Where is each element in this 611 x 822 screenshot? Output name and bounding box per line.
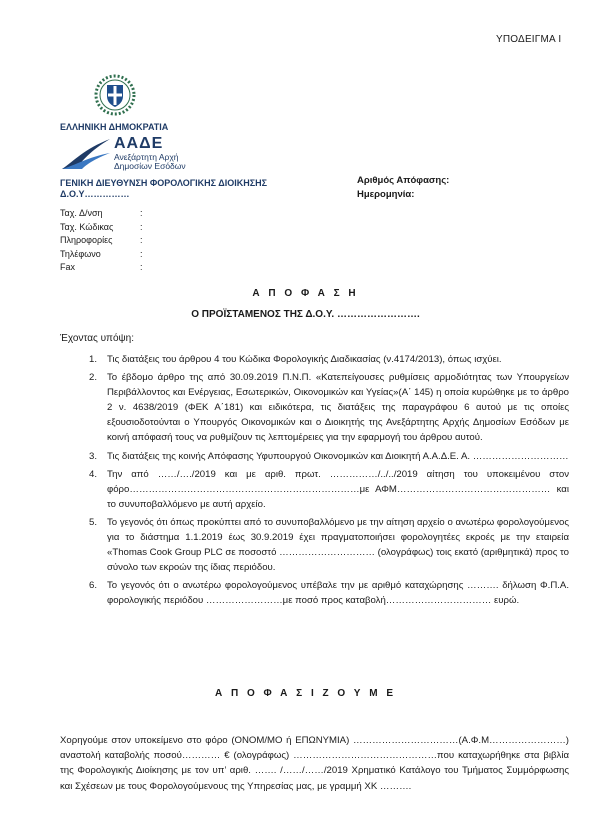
list-item: 5. Το γεγονός ότι όπως προκύπτει από το συνυποβαλλόμενο με την αίτηση αρχείο ο ανωτέρω φορολογούμενος για το διάστημα 1.1.2019 έως 30.9.2019 έχει πραγματοποιήσει φορολογητέες εκροές με την εταιρεία «Thomas Cook Group PLC σε ποσοστό ………………………… (ολογράφως) τοις εκατό (αριθμητικά) προς το σύνολο των εκροών της ίδιας περιόδου. [89,516,569,574]
decision-title: Α Π Ο Φ Α Σ Η [252,288,359,299]
we-decide-title: Α Π Ο Φ Α Σ Ι Ζ Ο Υ Μ Ε [215,688,396,699]
list-item: 3. Τις διατάξεις της κοινής Απόφασης Υφυπουργού Οικονομικών και Διοικητή Α.Α.Δ.Ε. Α. ………………………… [89,450,569,462]
greek-emblem-icon [94,74,136,116]
contact-row-fax: Fax : [60,262,143,272]
list-item: 4. Την από ……/…./2019 και με αριθ. πρωτ. ……………/../../2019 αίτηση του υποκειμένου στον φόρο………………………………………………………………με ΑΦΜ………………………………………… και το συνυποβαλλόμενο με αυτή αρχείο. [89,468,569,510]
contact-row-postal-code: Ταχ. Κώδικας : [60,221,143,232]
aade-logo [60,135,220,175]
list-item: 6. Το γεγονός ότι ο ανωτέρω φορολογούμενος υπέβαλε την με αριθμό καταχώρησης ………. δήλωση Φ.Π.Α. φορολογικής περιόδου ……………………με ποσό προς καταβολή…………………………… ευρώ. [89,580,569,607]
decision-date-label: Ημερομηνία: [357,189,415,200]
list-item: 2. Το έβδομο άρθρο της από 30.09.2019 Π.Ν.Π. «Κατεπείγουσες ρυθμίσεις αρμοδιότητας των Υπουργείων Περιβάλλοντος και Ενέργειας, Εσωτερικών, Οικονομικών και Υγείας»(Α΄ 145) η οποία κυρώθηκε με το άρθρο 2 ν. 4638/2019 (ΦΕΚ Α΄181) και ειδικότερα, τις διατάξεις της παραγράφου 6 αυτού με τις οποίες εξουσιοδοτούνται ο Υπουργός Οικονομικών και ο Διοικητής της Ανεξάρτητης Αρχής Δημοσίων Εσόδων με κοινή απόφασή τους να ρυθμίζουν τις λεπτομέρειες για την εφαρμογή του άρθρου αυτού. [89,372,569,444]
contact-details [60,208,180,276]
tax-office: Δ.Ο.Υ…………… [60,189,130,199]
aade-wave-icon [60,135,112,171]
contact-row-address: Ταχ. Δ/νση : [60,208,143,218]
aade-logo-name: ΑΑΔΕ [114,135,164,152]
considering-heading: Έχοντας υπόψη: [60,333,134,344]
decision-paragraph: Χορηγούμε στον υποκείμενο στο φόρο (ΟΝΟΜ/ΜΟ ή ΕΠΩΝΥΜΙΑ) ……………………………(Α.Φ.Μ……………………) αναστολή καταβολής ποσού………… € (ολογράφως) ………………………………………που καταχωρήθηκε στα βιβλία της Φορολογικής Διοίκησης με τον υπ’ αριθ. ……. /……/……/2019 Χρηματικό Κατάλογο του Τμήματος Συμμόρφωσης και Σχέσεων με τους Φορολογούμενους της Υπηρεσίας μας, με γραμμή ΧΚ ………. [60,735,569,792]
contact-row-information: Πληροφορίες : [60,235,143,245]
aade-logo-subtitle: Ανεξάρτητη Αρχή Δημοσίων Εσόδων [114,152,186,171]
general-directorate: ΓΕΝΙΚΗ ΔΙΕΥΘΥΝΣΗ ΦΟΡΟΛΟΓΙΚΗΣ ΔΙΟΙΚΗΣΗΣ [60,178,268,188]
contact-row-phone: Τηλέφωνο : [60,248,143,259]
head-of-office-title: Ο ΠΡΟΪΣΤΑΜΕΝΟΣ ΤΗΣ Δ.Ο.Υ. ……………………. [191,309,420,320]
considerations-list [89,352,569,612]
republic-title: ΕΛΛΗΝΙΚΗ ΔΗΜΟΚΡΑΤΙΑ [60,122,169,132]
decision-number-label: Αριθμός Απόφασης: [357,175,450,186]
list-item: 1. Τις διατάξεις του άρθρου 4 του Κώδικα Φορολογικής Διαδικασίας (ν.4174/2013), όπως ισχύει. [89,354,502,365]
document-sample-label: ΥΠΟΔΕΙΓΜΑ Ι [496,34,562,45]
